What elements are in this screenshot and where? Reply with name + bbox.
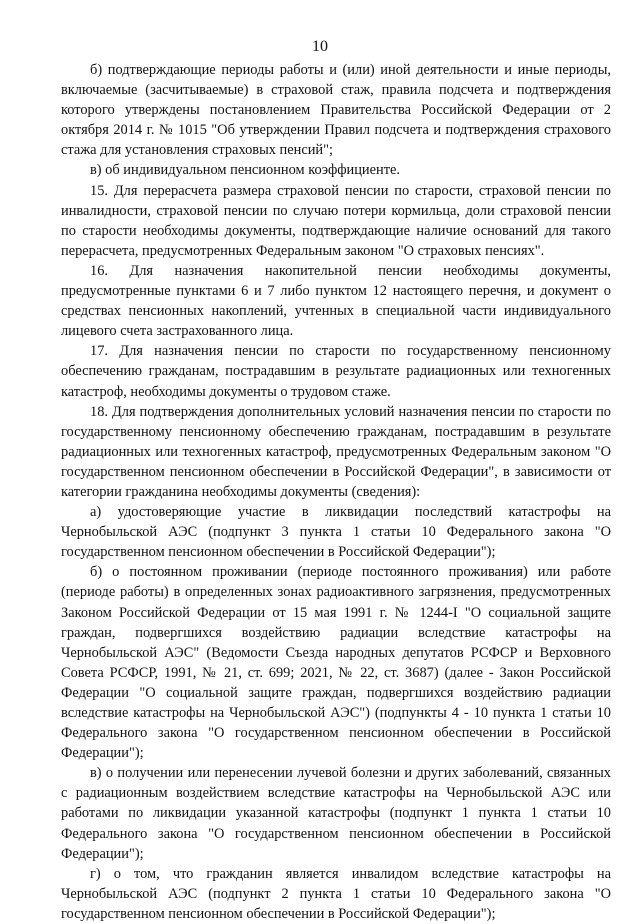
paragraph-18g-disability: г) о том, что гражданин является инвалидом вследствие катастрофы на Чернобыльской АЭС (подпункт 2 пункта 1 статьи 10 Федерального закона "О государственном пенсионном обеспечении в Российской Федерации"); [61,865,611,922]
document-body [61,60,611,924]
paragraph-18v-radiation-sickness: в) о получении или перенесении лучевой болезни и других заболеваний, связанных с радиационным воздействием вследствие катастрофы на Чернобыльской АЭС или работами по ликвидации указанной катастрофы (подпункт 1 пункта 1 статьи 10 Федерального закона "О государственном пенсионном обеспечении в Российской Федерации"); [61,765,611,862]
paragraph-v-pension-coefficient: в) об индивидуальном пенсионном коэффициенте. [90,162,400,179]
paragraph-16-funded-pension: 16. Для назначения накопительной пенсии необходимы документы, предусмотренные пунктами 6 и 7 либо пунктом 12 настоящего перечня, и документ о средствах пенсионных накоплений, учтенных в специальной части индивидуального лицевого счета застрахованного лица. [61,262,611,340]
page-number: 10 [312,38,328,55]
paragraph-18-additional-conditions: 18. Для подтверждения дополнительных условий назначения пенсии по старости по государственному пенсионному обеспечению гражданам, пострадавшим в результате радиационных или техногенных катастроф, предусмотренных Федеральным законом "О государственном пенсионном обеспечении в Российской Федерации", в зависимости от категории гражданина необходимы документы (сведения): [61,403,611,500]
paragraph-15-recalculation: 15. Для перерасчета размера страховой пенсии по старости, страховой пенсии по инвалидности, страховой пенсии по случаю потери кормильца, доли страховой пенсии по старости необходимы документы, подтверждающие наличие оснований для такого перерасчета, предусмотренных Федеральным законом "О страховых пенсиях". [61,182,611,259]
paragraph-17-radiation-victims: 17. Для назначения пенсии по старости по государственному пенсионному обеспечению гражданам, пострадавшим в результате радиационных или техногенных катастроф, необходимы документы о трудовом стаже. [61,343,611,400]
paragraph-b-work-periods: б) подтверждающие периоды работы и (или) иной деятельности и иные периоды, включаемые (засчитываемые) в страховой стаж, правила подсчета и подтверждения которого утверждены постановлением Правительства Российской Федерации от 2 октября 2014 г. № 1015 "Об утверждении Правил подсчета и подтверждения страхового стажа для установления страховых пенсий"; [61,62,611,159]
paragraph-18a-liquidation: а) удостоверяющие участие в ликвидации последствий катастрофы на Чернобыльской АЭС (подпункт 3 пункта 1 статьи 10 Федерального закона "О государственном пенсионном обеспечении в Российской Федерации"); [61,504,611,561]
paragraph-18b-residence: б) о постоянном проживании (периоде постоянного проживания) или работе (периоде работы) в определенных зонах радиоактивного загрязнения, предусмотренных Законом Российской Федерации от 15 мая 1991 г. № 1244-I "О социальной защите граждан, подвергшихся воздействию радиации вследствие катастрофы на Чернобыльской АЭС" (Ведомости Съезда народных депутатов РСФСР и Верховного Совета РСФСР, 1991, № 21, ст. 699; 2021, № 22, ст. 3687) (далее - Закон Российской Федерации "О социальной защите граждан, подвергшихся воздействию радиации вследствие катастрофы на Чернобыльской АЭС") (подпункты 4 - 10 пункта 1 статьи 10 Федерального закона "О государственном пенсионном обеспечении в Российской Федерации"); [61,564,611,762]
